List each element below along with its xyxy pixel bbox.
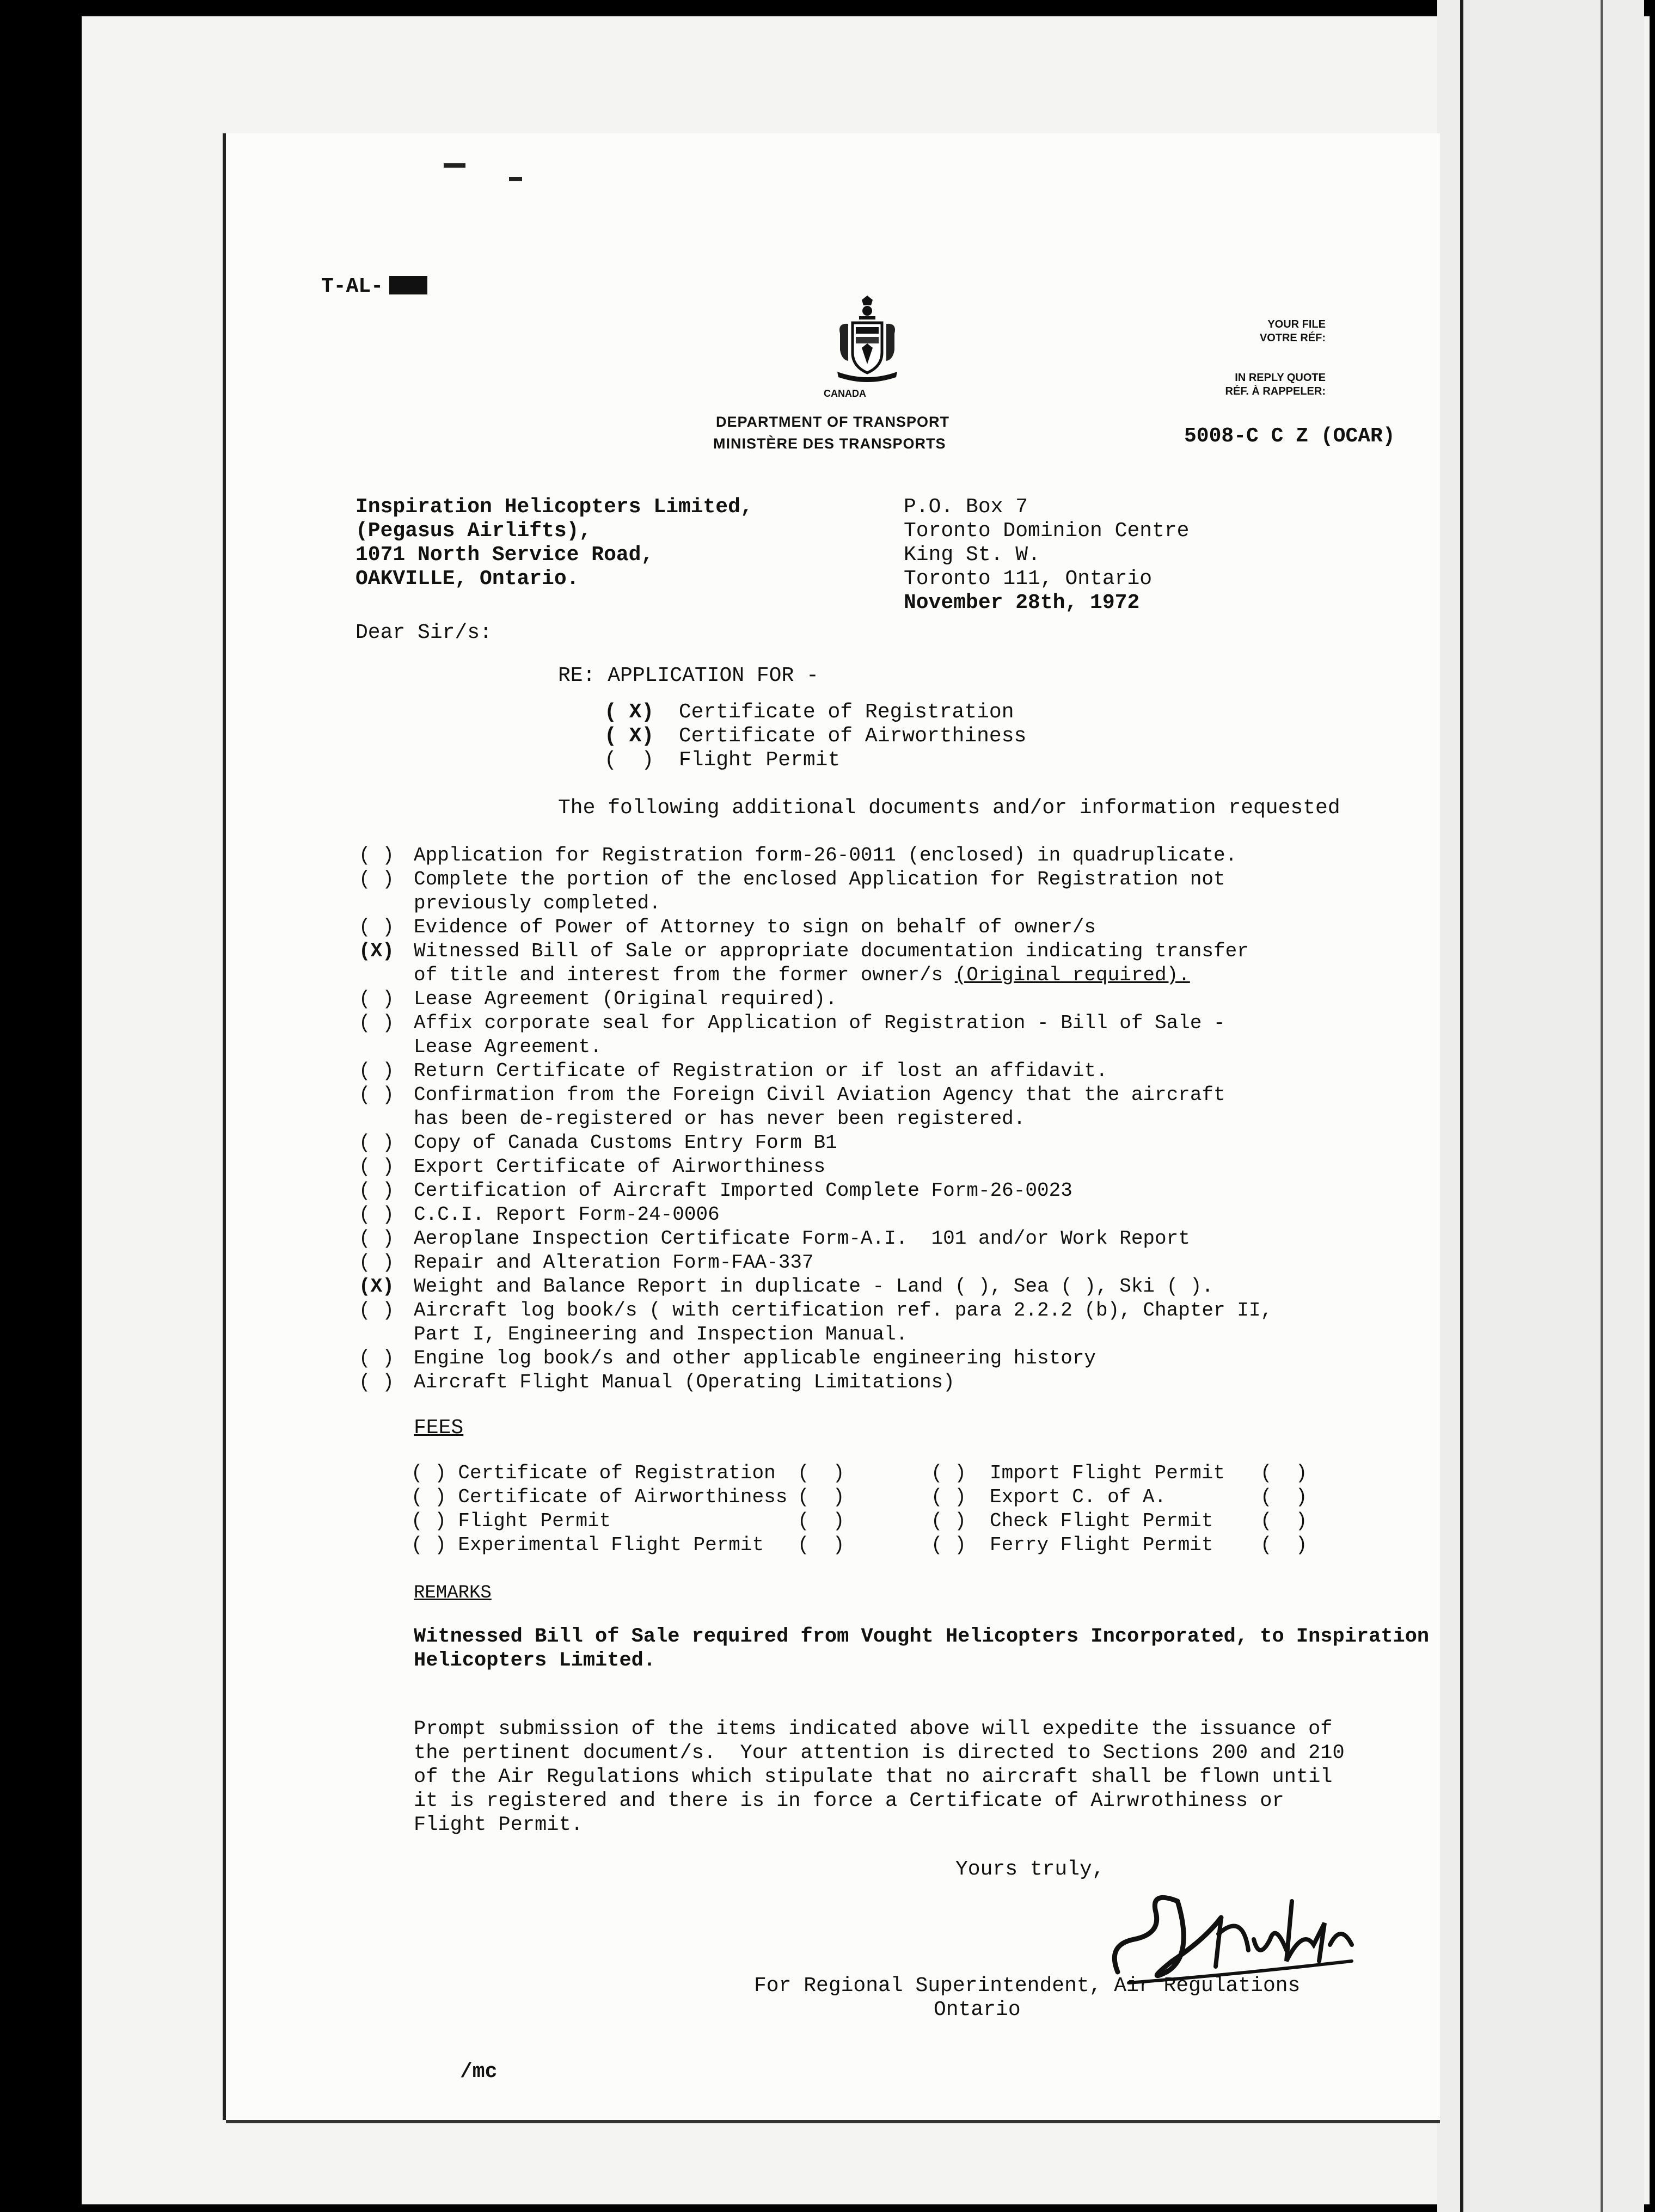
closing-line-3: of the Air Regulations which stipulate that no aircraft shall be flown until — [414, 1766, 1333, 1789]
requirement-text: of title and interest from the former owner/s — [414, 964, 955, 986]
fee-amount-box: ( ) — [1260, 1462, 1308, 1484]
fee-label: Check Flight Permit — [990, 1510, 1213, 1532]
file-ref: T-AL- — [321, 275, 384, 298]
fee-checkbox: ( ) — [411, 1534, 446, 1556]
checkbox-mark: (X) — [359, 940, 394, 962]
ref-rappeler-label: RÉF. À RAPPELER: — [1225, 385, 1326, 397]
fee-amount-box: ( ) — [1260, 1534, 1308, 1556]
checkbox-mark: ( ) — [359, 1347, 394, 1369]
requirement-text: Lease Agreement (Original required). — [414, 988, 837, 1010]
addressee-line-3: 1071 North Service Road, — [355, 543, 654, 567]
checkbox-mark: ( ) — [359, 1179, 394, 1202]
fee-label: Certificate of Registration — [458, 1462, 776, 1484]
fee-row-left — [411, 1461, 776, 1485]
page-edge-shadow — [1460, 0, 1463, 2212]
fee-row-right — [931, 1533, 1213, 1557]
sender-address-line-2: Toronto Dominion Centre — [904, 519, 1190, 543]
checkbox-mark: ( ) — [359, 988, 394, 1010]
remarks-line-2: Helicopters Limited. — [414, 1649, 656, 1672]
fee-checkbox: ( ) — [411, 1486, 446, 1508]
requirement-text: Aircraft Flight Manual (Operating Limitations) — [414, 1371, 955, 1393]
reply-reference-number: 5008-C C Z (OCAR) — [1184, 425, 1395, 448]
re-item-3 — [604, 748, 840, 772]
addressee-line-1: Inspiration Helicopters Limited, — [355, 495, 753, 519]
your-file-label: YOUR FILE — [1267, 318, 1326, 330]
requirement-text: Aircraft log book/s ( with certification ref. para 2.2.2 (b), Chapter II, — [414, 1299, 1273, 1322]
fee-row-right — [931, 1461, 1225, 1485]
requirement-text: Export Certificate of Airworthiness — [414, 1156, 826, 1178]
letter-date: November 28th, 1972 — [904, 591, 1140, 615]
closing-line-4: it is registered and there is in force a Certificate of Airwrothiness or — [414, 1790, 1284, 1812]
requirement-text: Aeroplane Inspection Certificate Form-A.I. 101 and/or Work Report — [414, 1227, 1190, 1250]
re-item-label: Certificate of Registration — [678, 701, 1014, 724]
requirement-text: Witnessed Bill of Sale or appropriate documentation indicating transfer — [414, 940, 1249, 962]
remarks-text-tail: to Inspiration — [1260, 1625, 1430, 1648]
checkbox-mark: ( ) — [359, 1060, 394, 1082]
checkbox-mark: ( ) — [359, 1299, 394, 1322]
checkbox-mark: ( ) — [359, 1371, 394, 1393]
fee-amount-box: ( ) — [798, 1534, 845, 1556]
votre-ref-label: VOTRE RÉF: — [1259, 332, 1326, 344]
requirement-text: Part I, Engineering and Inspection Manual. — [414, 1323, 908, 1345]
re-item-mark: ( ) — [604, 748, 654, 772]
checkbox-mark: ( ) — [359, 1012, 394, 1034]
closing-line-2: the pertinent document/s. Your attention is directed to Sections 200 and 210 — [414, 1742, 1345, 1765]
re-item-1 — [604, 701, 1014, 724]
requirement-text: previously completed. — [414, 892, 661, 914]
requirement-text: Application for Registration form-26-0011 (enclosed) in quadruplicate. — [414, 844, 1237, 867]
canada-coat-of-arms-icon — [811, 286, 903, 395]
re-item-label: Certificate of Airworthiness — [678, 724, 1027, 748]
fee-checkbox: ( ) — [931, 1486, 966, 1508]
checkbox-mark: ( ) — [359, 1251, 394, 1274]
in-reply-quote-label: IN REPLY QUOTE — [1235, 372, 1326, 384]
fee-checkbox: ( ) — [411, 1462, 446, 1484]
requirement-text: Evidence of Power of Attorney to sign on behalf of owner/s — [414, 916, 1096, 938]
checkbox-mark: ( ) — [359, 868, 394, 890]
requirement-text: Complete the portion of the enclosed Application for Registration not — [414, 868, 1225, 890]
signatory-region: Ontario — [934, 1998, 1021, 2021]
addressee-line-4: OAKVILLE, Ontario. — [355, 567, 579, 591]
fee-row-right — [931, 1509, 1213, 1533]
fee-label: Import Flight Permit — [990, 1462, 1225, 1484]
letter-page — [226, 133, 1440, 2120]
fee-label: Export C. of A. — [990, 1486, 1167, 1508]
checkbox-mark: ( ) — [359, 916, 394, 938]
department-name-fr: MINISTÈRE DES TRANSPORTS — [713, 435, 946, 452]
fee-label: Flight Permit — [458, 1510, 611, 1532]
re-item-mark: ( X) — [604, 724, 654, 748]
checkbox-mark: (X) — [359, 1275, 394, 1298]
checkbox-mark: ( ) — [359, 1084, 394, 1106]
fee-amount-box: ( ) — [1260, 1486, 1308, 1508]
requirement-text: C.C.I. Report Form-24-0006 — [414, 1203, 720, 1226]
original-required-underlined: (Original required). — [954, 964, 1190, 986]
department-name-en: DEPARTMENT OF TRANSPORT — [716, 414, 949, 430]
requirement-text: Certification of Aircraft Imported Complete Form-26-0023 — [414, 1179, 1072, 1202]
sender-address-line-3: King St. W. — [904, 543, 1040, 567]
fee-amount-box: ( ) — [798, 1462, 845, 1484]
fee-row-left — [411, 1485, 787, 1509]
requirement-text: Copy of Canada Customs Entry Form B1 — [414, 1132, 837, 1154]
closing-line-1: Prompt submission of the items indicated above will expedite the issuance of — [414, 1718, 1333, 1741]
fee-label: Ferry Flight Permit — [990, 1534, 1213, 1556]
checkbox-mark: ( ) — [359, 1132, 394, 1154]
fee-checkbox: ( ) — [931, 1534, 966, 1556]
re-heading: RE: APPLICATION FOR - — [558, 664, 819, 687]
typist-initials: /mc — [460, 2060, 498, 2084]
fees-heading: FEES — [414, 1416, 464, 1440]
requirement-text: Weight and Balance Report in duplicate - Land ( ), Sea ( ), Ski ( ). — [414, 1275, 1214, 1298]
requirement-text: Lease Agreement. — [414, 1036, 602, 1058]
fee-checkbox: ( ) — [931, 1462, 966, 1484]
page-edge-shadow — [1601, 0, 1603, 2212]
requirement-text: has been de-registered or has never been registered. — [414, 1108, 1026, 1130]
salutation: Dear Sir/s: — [355, 621, 492, 644]
fee-label: Certificate of Airworthiness — [458, 1486, 788, 1508]
fee-checkbox: ( ) — [411, 1510, 446, 1532]
requirement-text: Confirmation from the Foreign Civil Aviation Agency that the aircraft — [414, 1084, 1225, 1106]
sender-address-line-1: P.O. Box 7 — [904, 495, 1028, 519]
fee-checkbox: ( ) — [931, 1510, 966, 1532]
adjacent-page-strip — [1437, 0, 1644, 2212]
scan-speck — [509, 177, 522, 181]
closing-line-5: Flight Permit. — [414, 1814, 583, 1836]
intro-line: The following additional documents and/or information requested — [558, 796, 1340, 820]
fee-amount-box: ( ) — [798, 1510, 845, 1532]
re-item-label: Flight Permit — [678, 748, 841, 772]
country-label: CANADA — [824, 388, 866, 399]
requirement-text: Engine log book/s and other applicable engineering history — [414, 1347, 1096, 1369]
fee-amount-box: ( ) — [1260, 1510, 1308, 1532]
sender-address-line-4: Toronto 111, Ontario — [904, 567, 1153, 591]
remarks-text: Witnessed Bill of Sale required from Vought Helicopters Incorporated, — [414, 1625, 1248, 1648]
remarks-line-1 — [414, 1625, 1429, 1649]
fee-label: Experimental Flight Permit — [458, 1534, 764, 1556]
scan-speck — [444, 163, 465, 168]
fee-row-left — [411, 1533, 764, 1557]
requirement-text: Repair and Alteration Form-FAA-337 — [414, 1251, 814, 1274]
re-item-2 — [604, 724, 1026, 748]
checkbox-mark: ( ) — [359, 1203, 394, 1226]
requirement-text: Affix corporate seal for Application of Registration - Bill of Sale - — [414, 1012, 1225, 1034]
yours-truly: Yours truly, — [955, 1858, 1105, 1881]
addressee-line-2: (Pegasus Airlifts), — [355, 519, 592, 543]
re-item-mark: ( X) — [604, 701, 654, 724]
checkbox-mark: ( ) — [359, 1227, 394, 1250]
requirement-text: Return Certificate of Registration or if lost an affidavit. — [414, 1060, 1108, 1082]
fee-amount-box: ( ) — [798, 1486, 845, 1508]
fee-row-left — [411, 1509, 611, 1533]
redaction-block — [389, 276, 427, 294]
checkbox-mark: ( ) — [359, 844, 394, 867]
remarks-heading: REMARKS — [414, 1583, 492, 1603]
signatory-line: For Regional Superintendent, Air Regulations — [754, 1974, 1301, 1998]
checkbox-mark: ( ) — [359, 1156, 394, 1178]
fee-row-right — [931, 1485, 1166, 1509]
